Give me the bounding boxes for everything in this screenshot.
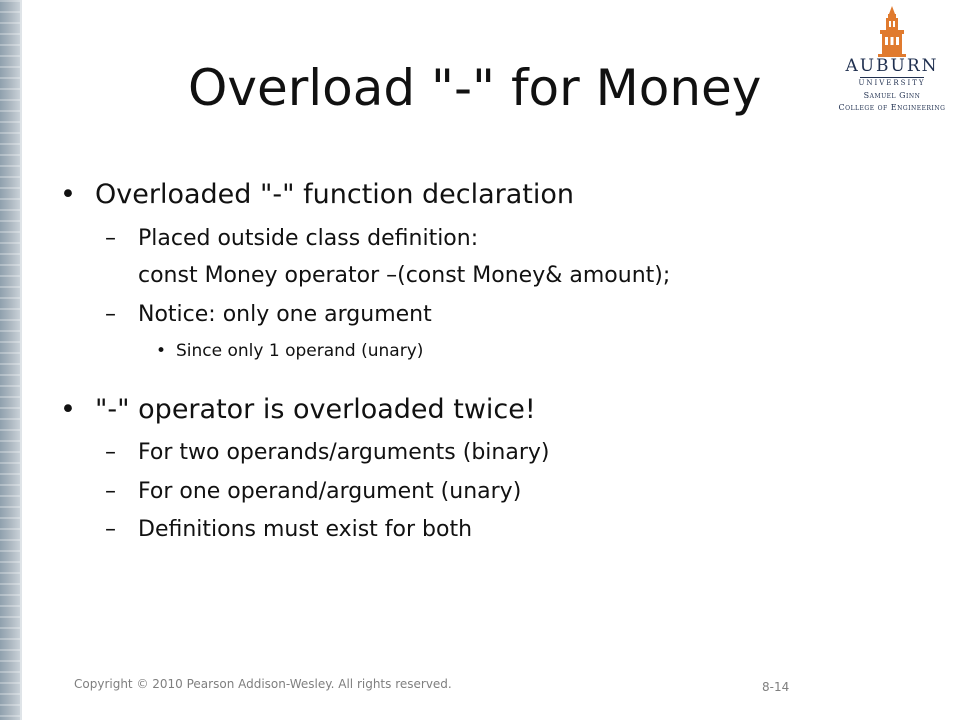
bullet-2-text: "-" operator is overloaded twice! <box>95 394 536 425</box>
logo-name: AUBURN <box>845 56 939 76</box>
bullet-marker: • <box>60 179 76 210</box>
footer-page-number: 8-14 <box>762 680 790 694</box>
bullet-1-sub-1-continuation: const Money operator –(const Money& amount); <box>138 263 671 288</box>
side-stripe-edge <box>20 0 22 720</box>
footer-copyright: Copyright © 2010 Pearson Addison-Wesley. All rights reserved. <box>74 677 452 691</box>
bullet-marker: • <box>60 394 76 425</box>
sub-bullet-marker: – <box>105 479 116 504</box>
auburn-logo <box>826 6 958 120</box>
sub-bullet-marker: – <box>105 440 116 465</box>
bullet-1-sub-2-item-text: Since only 1 operand (unary) <box>176 341 424 361</box>
slide-title: Overload "-" for Money <box>188 59 762 117</box>
bullet-2-sub-3-text: Definitions must exist for both <box>138 517 473 542</box>
bullet-2-sub-1-text: For two operands/arguments (binary) <box>138 440 550 465</box>
bullet-1-sub-1-text: Placed outside class definition: <box>138 226 479 251</box>
side-stripe <box>0 0 20 720</box>
sub-bullet-marker: – <box>105 302 116 327</box>
sub-bullet-marker: – <box>105 517 116 542</box>
sub-sub-bullet-marker: • <box>156 341 167 361</box>
bullet-1-sub-2-text: Notice: only one argument <box>138 302 432 327</box>
tower-icon <box>876 6 908 58</box>
bullet-2-sub-2-text: For one operand/argument (unary) <box>138 479 522 504</box>
sub-bullet-marker: – <box>105 226 116 251</box>
logo-college-line2: College of Engineering <box>838 103 946 112</box>
logo-university: UNIVERSITY <box>858 79 926 87</box>
bullet-1-text: Overloaded "-" function declaration <box>95 179 575 210</box>
logo-college-line1: Samuel Ginn <box>863 91 921 100</box>
